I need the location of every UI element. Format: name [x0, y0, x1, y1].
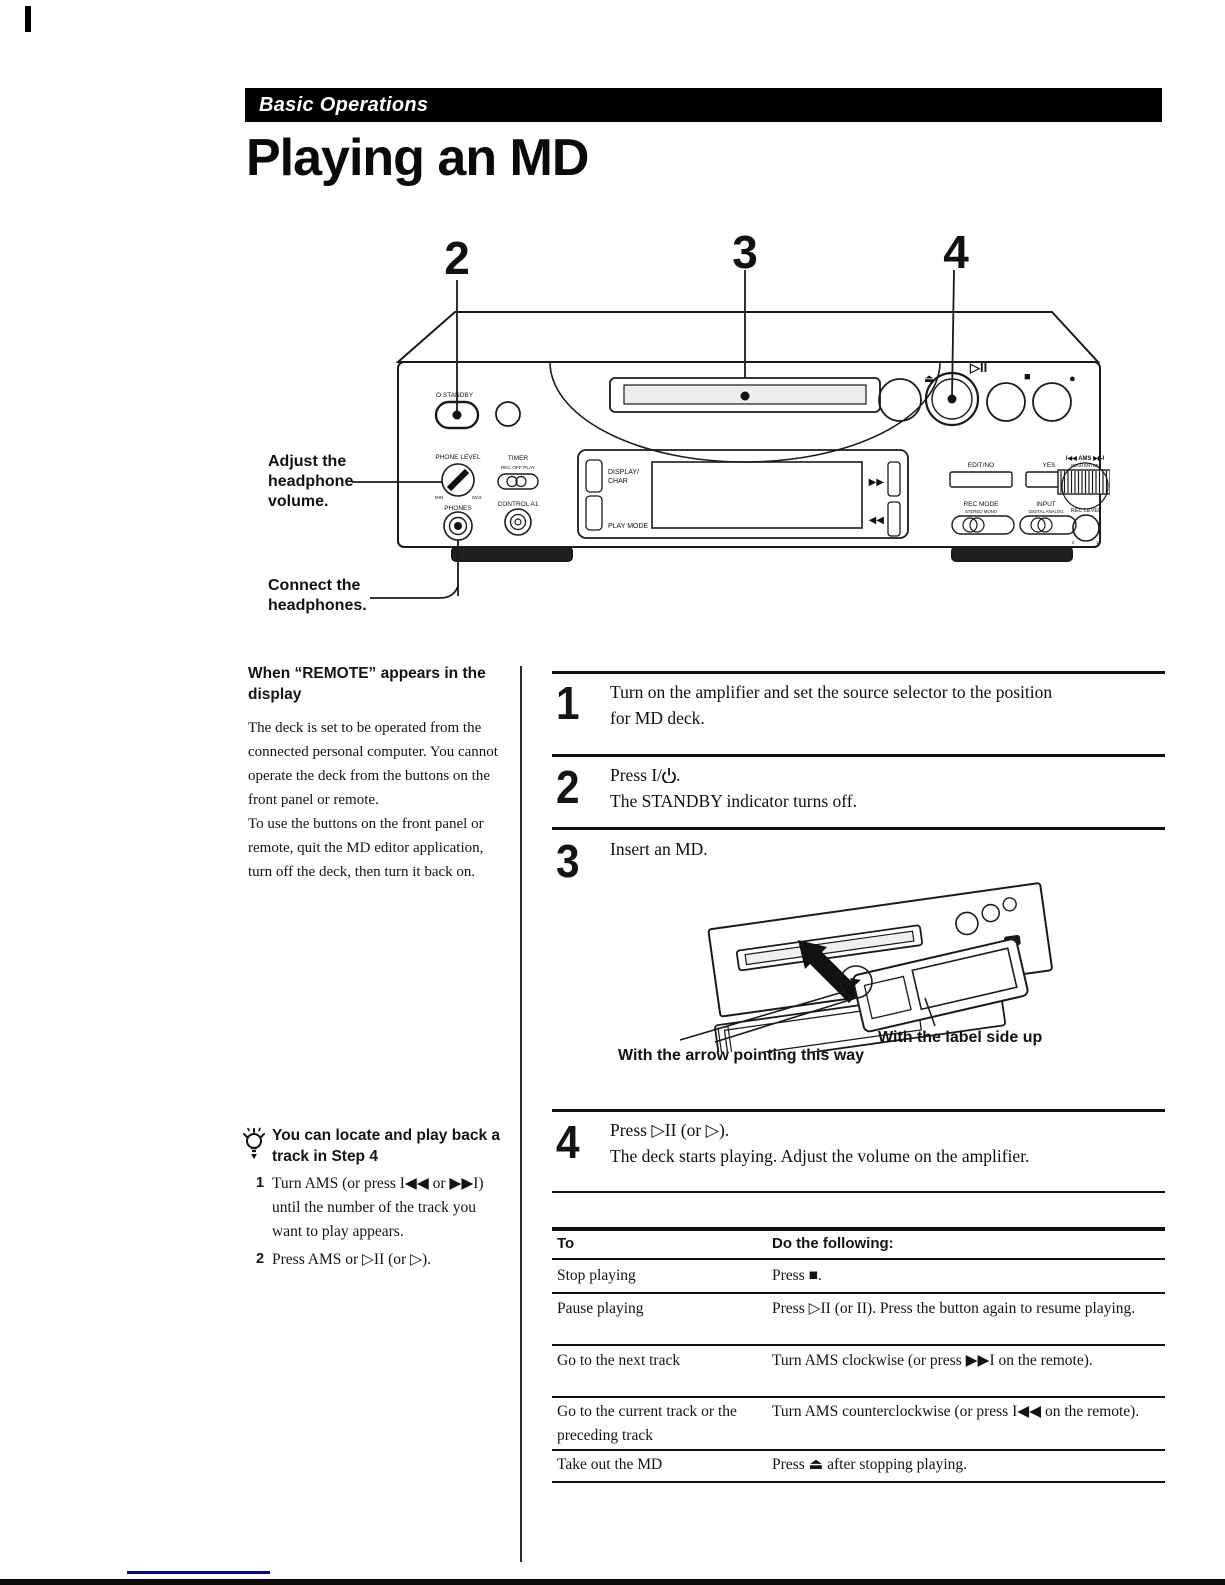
deck-top-face — [398, 312, 1098, 362]
remote-note-heading: When “REMOTE” appears in the display — [248, 665, 486, 703]
caption-label-side-up: With the label side up — [878, 1029, 1043, 1046]
tip-item — [256, 1248, 500, 1272]
phones-label: PHONES — [444, 505, 472, 512]
table-rule — [552, 1449, 1165, 1451]
remote-note-para2: To use the buttons on the front panel or remote, quit the MD editor application, turn off the deck, then turn it back on. — [248, 815, 484, 880]
step-2-text — [610, 762, 1175, 815]
eject-icon: ⏏ — [924, 373, 935, 385]
step-2-line1 — [610, 762, 1175, 788]
rec-level-min: 0 — [1072, 540, 1075, 545]
section-label: Basic Operations — [259, 94, 429, 116]
scan-edge-mark — [25, 6, 31, 32]
step-1-line2: for MD deck. — [610, 708, 705, 729]
push-enter-label: PUSH ENTER — [1071, 463, 1099, 468]
tip-item — [256, 1172, 500, 1244]
section-header-bar — [245, 88, 1162, 122]
record-icon: ● — [1069, 373, 1076, 385]
rec-mode-label: REC MODE — [963, 501, 999, 508]
tip-item-text: Turn AMS (or press I◀◀ or ▶▶I) until the number of the track you want to play appears. — [272, 1174, 484, 1240]
deck-foot-left — [452, 547, 572, 561]
record-button-icon — [1033, 383, 1071, 421]
play-mode-button — [586, 496, 602, 530]
standby-label: O STANDBY — [436, 392, 474, 399]
rew-icon: ◀◀ — [868, 515, 884, 526]
tip-item-number: 2 — [256, 1250, 265, 1267]
remote-note-para1: The deck is set to be operated from the connected personal computer. You cannot operate the deck from the buttons on the front panel or remote. — [248, 719, 498, 808]
step-number: 1 — [556, 677, 580, 729]
stereo-mono-label: STEREO MONO — [964, 509, 998, 514]
stop-button-icon — [987, 383, 1025, 421]
step-rule — [552, 671, 1165, 674]
timer-label: TIMER — [507, 455, 529, 462]
display-window — [652, 462, 862, 528]
deck-foot-right — [952, 547, 1072, 561]
tip-heading: You can locate and play back a track in Step 4 — [272, 1127, 500, 1165]
table-cell-action: Turn AMS counterclockwise (or press I◀◀ on the remote). — [772, 1403, 1140, 1420]
phone-level-label: PHONE LEVEL — [435, 454, 481, 461]
control-a1-label: CONTROL A1 — [497, 501, 539, 508]
ams-label: I◀◀ AMS ▶▶I — [1065, 456, 1105, 462]
step-rule — [552, 754, 1165, 757]
tip-item-text: Press AMS or ▷II (or ▷). — [272, 1250, 432, 1268]
play-mode-label: PLAY MODE — [608, 523, 649, 530]
table-rule — [552, 1292, 1165, 1294]
step-2-press-suffix: . — [676, 765, 681, 785]
stop-icon: ■ — [1024, 371, 1031, 383]
step-1-line1: Turn on the amplifier and set the source selector to the position — [610, 682, 1053, 702]
timer-switch-icon — [498, 474, 538, 489]
table-rule — [552, 1396, 1165, 1398]
table-rule — [552, 1481, 1165, 1483]
yes-label: YES — [1042, 462, 1056, 469]
arrow-caption-line — [680, 992, 856, 1042]
step-4-line2: The deck starts playing. Adjust the volume on the amplifier. — [610, 1146, 1030, 1167]
input-label: INPUT — [1036, 501, 1056, 508]
step-1-text — [610, 679, 1175, 732]
md-deck-diagram — [240, 222, 1110, 602]
step-4-text — [610, 1117, 1175, 1170]
ams-knob-icon — [1058, 463, 1110, 509]
eject-button-icon — [879, 379, 921, 421]
table-cell-action: Press ■. — [772, 1267, 822, 1284]
md-insert-illustration — [620, 876, 1180, 1052]
table-rule — [552, 1344, 1165, 1346]
sidebar-note — [248, 664, 510, 884]
step-4-line1: Press ▷II (or ▷). — [610, 1120, 730, 1140]
tip-lightbulb-icon — [240, 1126, 268, 1160]
table-cell-to: Go to the next track — [557, 1352, 681, 1369]
edit-no-button — [950, 472, 1012, 487]
table-cell-to: Pause playing — [557, 1300, 644, 1317]
rec-level-knob-icon — [1073, 515, 1099, 541]
table-cell-action: Press ▷II (or II). Press the button again to resume playing. — [772, 1300, 1136, 1317]
max-label: MAX — [472, 495, 482, 500]
column-divider — [520, 666, 522, 1562]
table-rule — [552, 1258, 1165, 1260]
callout-adjust-volume: Adjust the headphone volume. — [268, 453, 354, 510]
diagram-number-4: 4 — [943, 226, 969, 278]
control-a1-jack-icon — [505, 509, 531, 535]
step-rule — [552, 827, 1165, 830]
table-cell-to: Go to the current track or the preceding track — [557, 1403, 737, 1445]
table-cell-to: Take out the MD — [557, 1456, 663, 1473]
ffwd-button — [888, 462, 900, 496]
table-header-do: Do the following: — [772, 1235, 894, 1252]
page-bottom-edge — [0, 1579, 1225, 1585]
step-rule — [552, 1191, 1165, 1193]
page-title: Playing an MD — [246, 129, 589, 187]
step-number: 3 — [556, 835, 580, 887]
md-cartridge — [852, 938, 1029, 1032]
tip-item-number: 1 — [256, 1174, 265, 1191]
step-3-line1: Insert an MD. — [610, 839, 708, 859]
step-number: 4 — [556, 1116, 580, 1168]
ffwd-icon: ▶▶ — [868, 477, 884, 488]
digital-analog-label: DIGITAL ANALOG — [1028, 509, 1064, 514]
display-char-label2: CHAR — [608, 478, 628, 485]
rec-level-label: REC LEVEL — [1070, 508, 1102, 514]
edit-no-label: EDIT/NO — [967, 462, 995, 469]
table-cell-action: Turn AMS clockwise (or press ▶▶I on the remote). — [772, 1352, 1093, 1369]
timer-positions-label: REC OFF PLAY — [500, 466, 536, 471]
table-cell-action: Press ⏏ after stopping playing. — [772, 1456, 968, 1473]
rew-button — [888, 502, 900, 536]
display-char-button — [586, 460, 602, 492]
step-3-text — [610, 836, 1175, 862]
step-rule — [552, 1109, 1165, 1112]
diagram-number-2: 2 — [444, 232, 470, 284]
step-2-line2: The STANDBY indicator turns off. — [610, 791, 857, 812]
step-2-press-prefix: Press I/ — [610, 765, 663, 785]
diagram-number-3: 3 — [732, 226, 758, 278]
rec-level-max: 10 — [1096, 540, 1101, 545]
round-button — [496, 402, 520, 426]
rec-mode-switch-icon — [952, 516, 1014, 534]
table-top-rule — [552, 1227, 1165, 1231]
min-label: MIN — [434, 495, 444, 500]
display-char-label: DISPLAY/ — [608, 469, 639, 476]
step-number: 2 — [556, 761, 580, 813]
caption-arrow-direction: With the arrow pointing this way — [618, 1047, 865, 1064]
table-header-to: To — [557, 1235, 575, 1252]
power-icon — [662, 766, 676, 783]
tip-block — [240, 1126, 512, 1272]
play-pause-icon: ▷II — [970, 360, 988, 375]
table-cell-to: Stop playing — [557, 1267, 636, 1284]
callout-connect-headphones: Connect the headphones. — [268, 577, 367, 614]
footer-blue-line — [127, 1571, 270, 1574]
